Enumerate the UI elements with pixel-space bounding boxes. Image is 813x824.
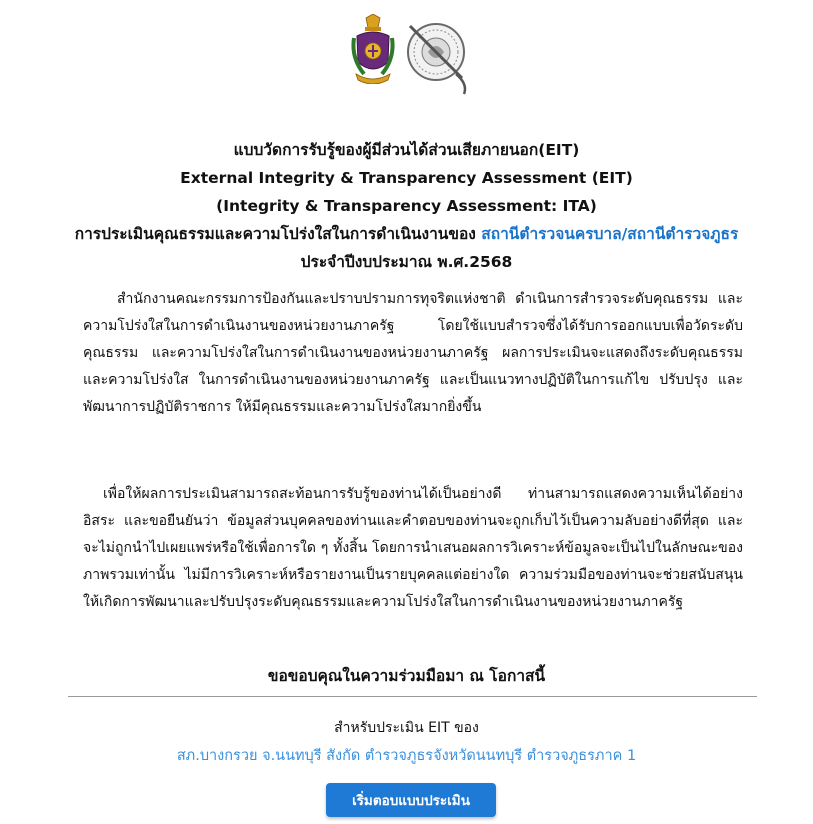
divider	[68, 696, 757, 697]
start-assessment-button[interactable]: เริ่มตอบแบบประเมิน	[326, 783, 496, 817]
thanks-message: ขอขอบคุณในความร่วมมือมา ณ โอกาสนี้	[267, 667, 546, 685]
title-fiscal-year: ประจำปีงบประมาณ พ.ศ.2568	[300, 253, 513, 271]
privacy-paragraph: เพื่อให้ผลการประเมินสามารถสะท้อนการรับรู้ของท่านได้เป็นอย่างดี ท่านสามารถแสดงความเห็นได้อย่างอิสระ และขอยืนยันว่า ข้อมูลส่วนบุคคลของท่านและคำตอบของท่านจะถูกเก็บไว้เป็นความลับอย่างดีที่สุด และจะไม่ถูกนำไปเผยแพร่หรือใช้เพื่อการใด ๆ ทั้งสิ้น โดยการนำเสนอผลการวิเคราะห์ข้อมูลจะเป็นไปในลักษณะของภาพรวมเท่านั้น ไม่มีการวิเคราะห์หรือรายงานเป็นรายบุคคลแต่อย่างใด ความร่วมมือของท่านจะช่วยสนับสนุนให้เกิดการพัฒนาและปรับปรุงระดับคุณธรรมและความโปร่งใสในการดำเนินงานของหน่วยงานภาครัฐ	[83, 486, 743, 610]
title-ita: (Integrity & Transparency Assessment: ITA)	[216, 197, 597, 215]
title-thai: แบบวัดการรับรู้ของผู้มีส่วนได้ส่วนเสียภายนอก(EIT)	[233, 141, 580, 159]
assessment-title	[60, 136, 753, 276]
header-logos	[0, 14, 813, 100]
assessment-for-label: สำหรับประเมิน EIT ของ	[334, 720, 479, 736]
title-english: External Integrity & Transparency Assessment (EIT)	[180, 169, 633, 187]
royal-thai-police-emblem-icon	[350, 14, 396, 84]
title-org-name: สถานีตำรวจนครบาล/สถานีตำรวจภูธร	[481, 225, 739, 243]
intro-paragraph: สำนักงานคณะกรรมการป้องกันและปราบปรามการทุจริตแห่งชาติ ดำเนินการสำรวจระดับคุณธรรม และความโปร่งใสในการดำเนินงานของหน่วยงานภาครัฐ โดยใช้แบบสำรวจซึ่งได้รับการออกแบบเพื่อวัดระดับคุณธรรม และความโปร่งใสในการดำเนินงานของหน่วยงานภาครัฐ ผลการประเมินจะแสดงถึงระดับคุณธรรมและความโปร่งใส ในการดำเนินงานของหน่วยงานภาครัฐ และเป็นแนวทางปฏิบัติในการแก้ไข ปรับปรุง และพัฒนาการปฏิบัติราชการ ให้มีคุณธรรมและความโปร่งใสมากยิ่งขึ้น	[83, 291, 743, 415]
police-station-name: สภ.บางกรวย จ.นนทบุรี สังกัด ตำรวจภูธรจังหวัดนนทบุรี ตำรวจภูธรภาค 1	[176, 748, 637, 764]
title-organization-line	[60, 220, 753, 276]
nacc-seal-icon	[404, 14, 472, 96]
title-org-prefix: การประเมินคุณธรรมและความโปร่งใสในการดำเนินงานของ	[74, 225, 482, 243]
